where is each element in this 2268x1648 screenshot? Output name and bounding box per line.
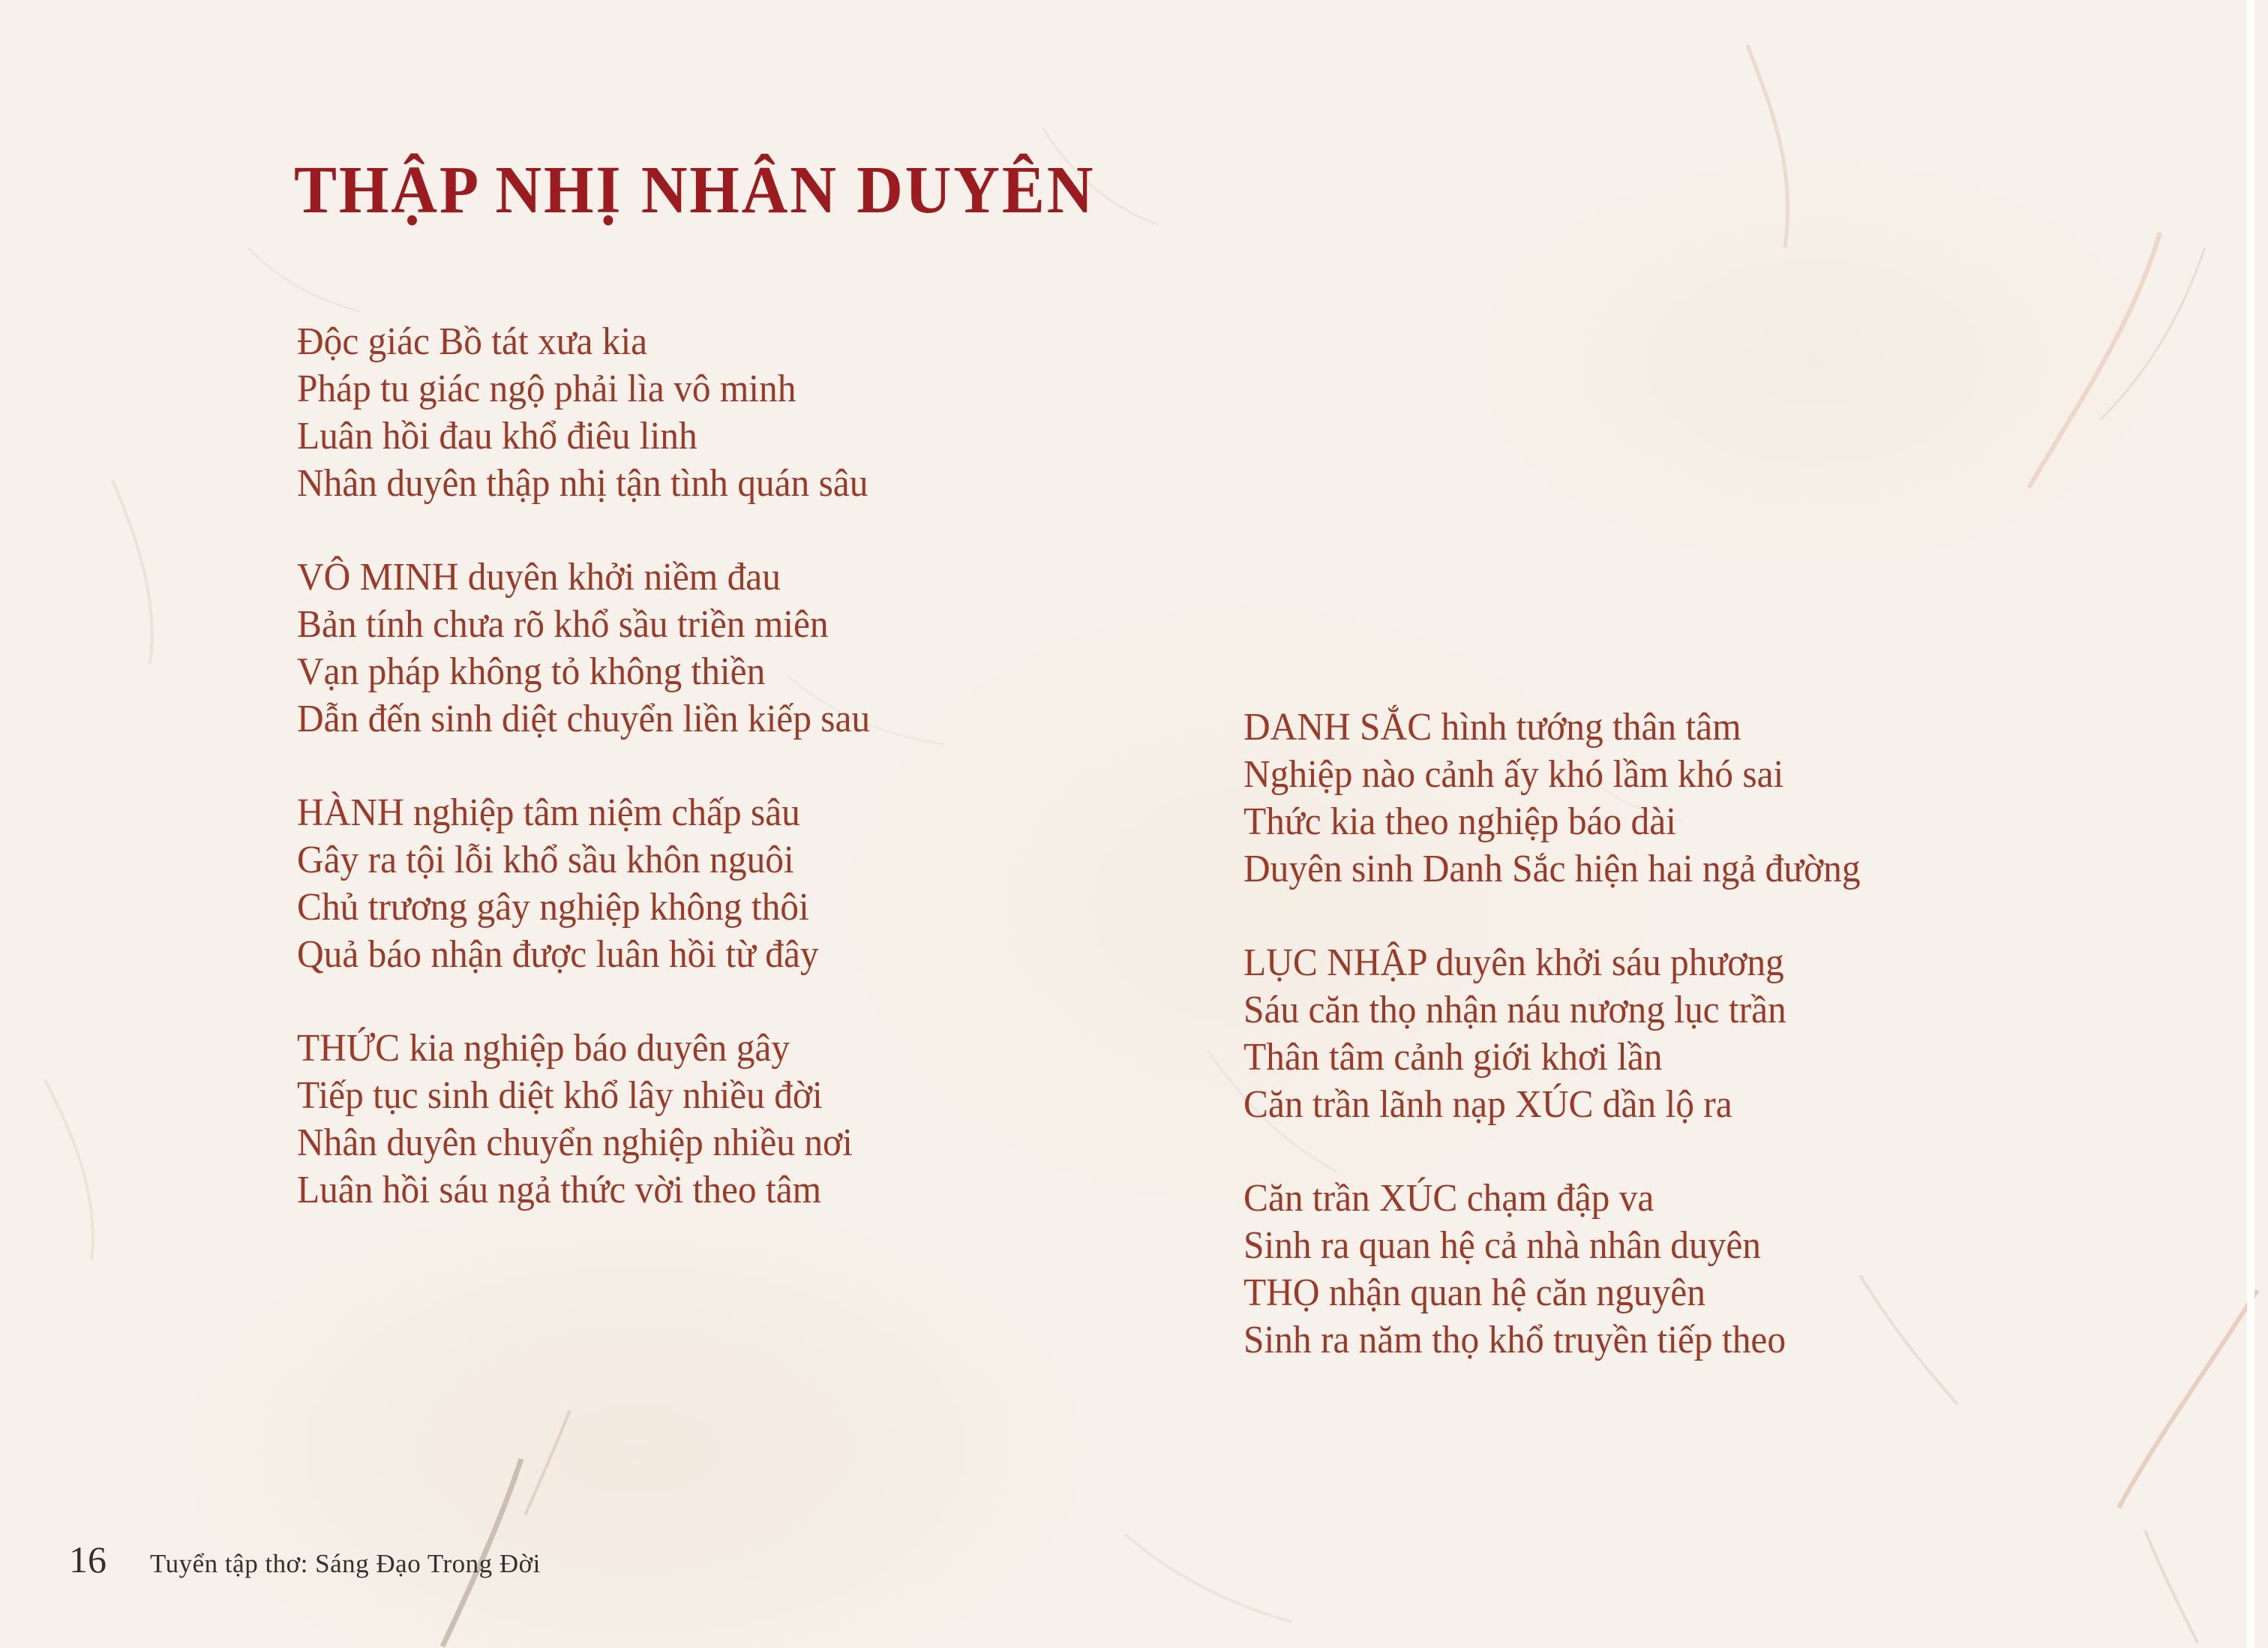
poem-line: Bản tính chưa rõ khổ sầu triền miên [297,603,829,646]
stanza-4 [297,1025,870,1214]
stanza-2 [297,554,870,743]
stanza-3 [297,789,870,978]
stanza-5 [1244,704,1861,893]
stanza-7 [1244,1175,1861,1364]
poem-line: LỤC NHẬP duyên khởi sáu phương [1244,941,1784,984]
poem-line: THỌ nhận quan hệ căn nguyên [1244,1271,1706,1314]
poem-line: Căn trần XÚC chạm đập va [1244,1177,1654,1220]
poem-line: VÔ MINH duyên khởi niềm đau [297,556,781,599]
stanza-6 [1244,939,1861,1128]
poem-line: Nhân duyên chuyển nghiệp nhiều nơi [297,1121,853,1164]
poem-title: THẬP NHỊ NHÂN DUYÊN [294,153,1096,227]
page-edge-strip [2247,0,2254,1648]
poem-line: THỨC kia nghiệp báo duyên gây [297,1027,790,1070]
poem-line: Độc giác Bồ tát xưa kia [297,320,648,363]
poem-line: Luân hồi đau khổ điêu linh [297,415,698,458]
poem-line: Nghiệp nào cảnh ấy khó lầm khó sai [1244,753,1784,796]
poem-line: Sinh ra quan hệ cả nhà nhân duyên [1244,1224,1762,1267]
stanza-1 [297,318,870,507]
poem-line: Quả báo nhận được luân hồi từ đây [297,933,819,976]
poem-line: Sáu căn thọ nhận náu nương lục trần [1244,989,1786,1031]
book-title: Tuyển tập thơ: Sáng Đạo Trong Đời [150,1549,541,1578]
poem-line: Gây ra tội lỗi khổ sầu khôn nguôi [297,839,794,881]
poem-line: Pháp tu giác ngộ phải lìa vô minh [297,368,796,410]
poem-line: Vạn pháp không tỏ không thiền [297,650,766,693]
poem-line: Thức kia theo nghiệp báo dài [1244,800,1676,843]
poem-line: Chủ trương gây nghiệp không thôi [297,886,809,929]
poem-line: Luân hồi sáu ngả thức vời theo tâm [297,1169,822,1211]
poem-line: Dẫn đến sinh diệt chuyển liền kiếp sau [297,698,871,740]
poem-right-column [1244,704,1861,1410]
poem-line: Nhân duyên thập nhị tận tình quán sâu [297,462,868,505]
poem-left-column [297,318,870,1260]
page-number: 16 [69,1538,106,1580]
poem-line: DANH SẮC hình tướng thân tâm [1244,706,1742,749]
poem-line: Thân tâm cảnh giới khơi lần [1244,1036,1663,1079]
poem-line: Duyên sinh Danh Sắc hiện hai ngả đường [1244,848,1861,890]
poem-line: Căn trần lãnh nạp XÚC dần lộ ra [1244,1083,1732,1126]
poem-line: Sinh ra năm thọ khổ truyền tiếp theo [1244,1319,1786,1361]
poem-line: Tiếp tục sinh diệt khổ lây nhiều đời [297,1074,823,1117]
poem-line: HÀNH nghiệp tâm niệm chấp sâu [297,791,800,834]
page-footer [69,1538,541,1581]
